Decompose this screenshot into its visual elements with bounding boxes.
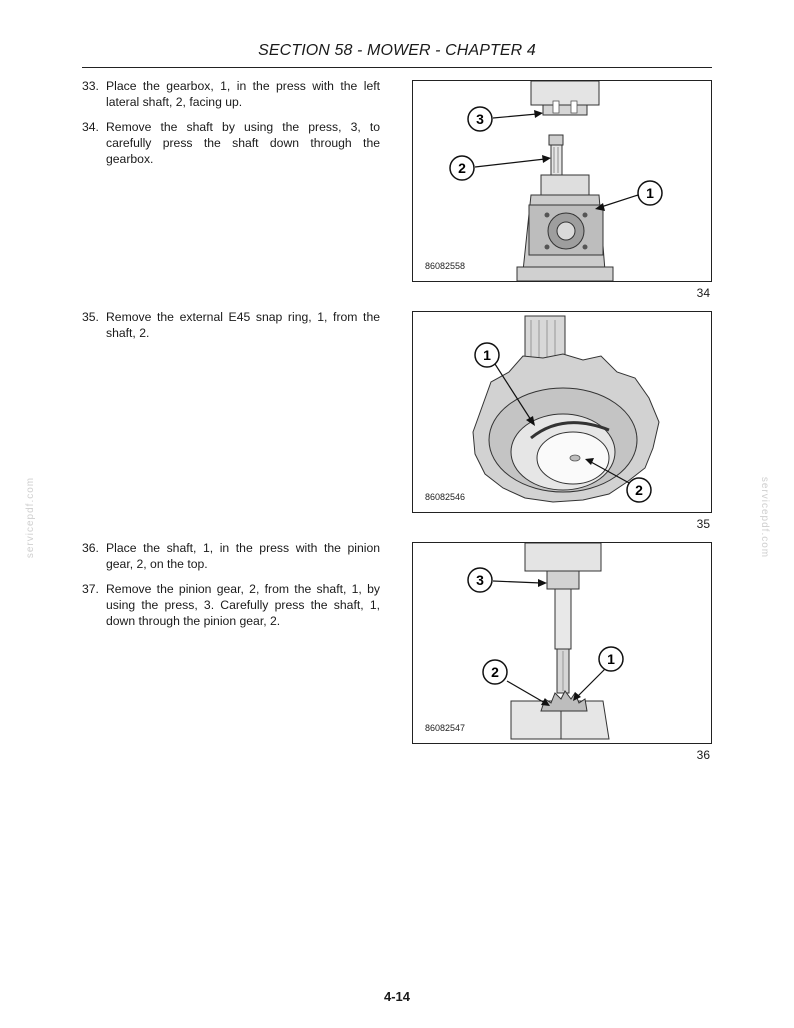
figure-35 bbox=[412, 311, 712, 513]
callout-2: 2 bbox=[635, 482, 643, 498]
step-group-3 bbox=[82, 540, 380, 638]
step-33 bbox=[82, 78, 380, 110]
figure-number: 34 bbox=[696, 286, 710, 300]
step-number: 36. bbox=[82, 541, 99, 555]
callout-2: 2 bbox=[458, 160, 466, 176]
step-35 bbox=[82, 309, 380, 341]
figure-code: 86082547 bbox=[425, 723, 466, 733]
step-number: 35. bbox=[82, 310, 99, 324]
watermark-left: servicepdf.com bbox=[25, 476, 37, 559]
step-34 bbox=[82, 119, 380, 167]
watermark-right: servicepdf.com bbox=[759, 476, 771, 559]
figure-number: 36 bbox=[696, 748, 710, 762]
step-text: Remove the external E45 snap ring, 1, from the shaft, 2. bbox=[106, 310, 380, 340]
callout-3: 3 bbox=[476, 572, 484, 588]
callout-1: 1 bbox=[483, 347, 491, 363]
figure-34 bbox=[412, 80, 712, 282]
step-text: Place the gearbox, 1, in the press with the left lateral shaft, 2, facing up. bbox=[106, 79, 380, 109]
step-group-2 bbox=[82, 309, 380, 350]
header-rule bbox=[82, 67, 712, 68]
pinion-gear-press-illustration bbox=[413, 543, 711, 743]
step-number: 34. bbox=[82, 120, 99, 134]
step-37 bbox=[82, 581, 380, 629]
figure-number: 35 bbox=[696, 517, 710, 531]
page-number: 4-14 bbox=[383, 989, 411, 1004]
figure-36 bbox=[412, 542, 712, 744]
callout-2: 2 bbox=[491, 664, 499, 680]
figure-code: 86082558 bbox=[425, 261, 466, 271]
callout-1: 1 bbox=[646, 185, 654, 201]
step-group-1 bbox=[82, 78, 380, 176]
step-text: Remove the pinion gear, 2, from the shaft, 1, by using the press, 3. Carefully press the shaft, 1, down through the pinion gear, 2. bbox=[106, 582, 380, 628]
step-number: 37. bbox=[82, 582, 99, 596]
step-text: Remove the shaft by using the press, 3, to carefully press the shaft down through the gearbox. bbox=[106, 120, 380, 166]
step-text: Place the shaft, 1, in the press with the pinion gear, 2, on the top. bbox=[106, 541, 380, 571]
bevel-gear-snap-ring-illustration bbox=[413, 312, 711, 512]
gearbox-press-illustration bbox=[413, 81, 711, 281]
step-36 bbox=[82, 540, 380, 572]
figure-code: 86082546 bbox=[425, 492, 466, 502]
step-number: 33. bbox=[82, 79, 99, 93]
callout-3: 3 bbox=[476, 111, 484, 127]
page-header: SECTION 58 - MOWER - CHAPTER 4 bbox=[258, 42, 536, 59]
callout-1: 1 bbox=[607, 651, 615, 667]
